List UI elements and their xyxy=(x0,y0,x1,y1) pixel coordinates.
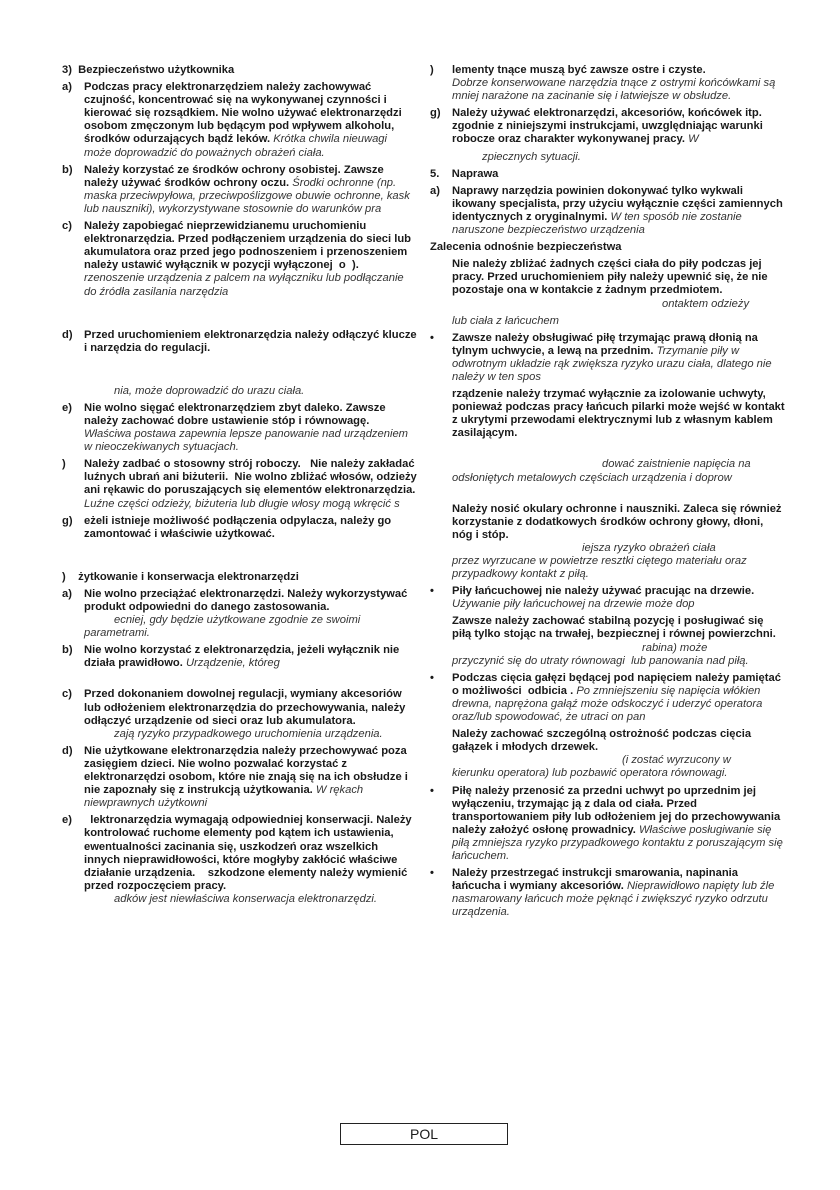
rec-paragraph-5: Należy zachować szczególną ostrożność podczas cięcia gałązek i młodych drzewek. (i zostać wyrzucony w kierunku operatora) lub pozbawić operatora równowagi. xyxy=(452,728,752,780)
item-4c: c) Przed dokonaniem dowolnej regulacji, wymiany akcesoriów lub odłożeniem elektronarzędzia do przechowywania, należy odłączyć urządzenie od sieci oraz lub akumulatora. zają ryzyko przypadkowego uruchomienia urządzenia. xyxy=(62,688,406,740)
item-4a: a) Nie wolno przeciążać elektronarzędzi. Należy wykorzystywać produkt odpowiedni do danego zastosowania. ecniej, gdy będzie użytkowane zgodnie ze swoimi parametrami. xyxy=(62,587,408,640)
rec-paragraph-2: rządzenie należy trzymać wyłącznie za izolowanie uchwyty, ponieważ podczas pracy łańcuch pilarki może wejść w kontakt z ukrytymi przewodami elektrycznymi lub z własnym kablem zasilającym. xyxy=(452,388,785,440)
section-5-title: 5. Naprawa xyxy=(430,167,499,180)
item-3c: c) Należy zapobiegać nieprzewidzianemu uruchomieniu elektronarzędzia. Przed podłączeniem urządzenia do sieci lub akumulatora oraz przed jego podnoszeniem i przenoszeniem należy ustawić wyłącznik w pozycji wyłączonej o ). rzenoszenie urządzenia z palcem na wyłączniku lub podłączanie do źródła zasilania narzędzia xyxy=(62,220,412,298)
bullet-4: • Piłę należy przenosić za przedni uchwyt po uprzednim jej wyłączeniu, trzymając ją z dala od ciała. Przed transportowaniem piły lub odłożeniem jej do przechowywania należy założyć osłonę prowadnicy. Właściwe posługiwanie się piłą zmniejsza ryzyko przypadkowego kontaktu z poruszającym się łańcuchem. xyxy=(430,784,783,862)
rec-paragraph-2-note: dować zaistnienie napięcia na odsłoniętych metalowych częściach urządzenia i doprow xyxy=(452,458,751,484)
bullet-3: • Podczas cięcia gałęzi będącej pod napięciem należy pamiętać o możliwości odbicia . Po zmniejszeniu się napięcia włókien drewna, naprężona gałąź może odskoczyć i uderzyć operatora oraz/lub spowodować, że utraci on pan xyxy=(430,671,781,724)
item-4d: d) Nie użytkowane elektronarzędzia należy przechowywać poza zasięgiem dzieci. Nie wolno pozwalać korzystać z elektronarzędzi osobom, które nie znają się na ich obsłudze i nie zapoznały się z instrukcją użytkowania. W rękach niewprawnych użytkowni xyxy=(62,744,408,810)
language-footer: POL xyxy=(340,1123,508,1145)
item-4f: ) lementy tnące muszą być zawsze ostre i czyste. Dobrze konserwowane narzędzia tnące z ostrymi końcówkami są mniej narażone na zacinanie się i łatwiejsze w obsłudze. xyxy=(430,64,776,103)
item-3a: a) Podczas pracy elektronarzędziem należy zachowywać czujność, koncentrować się na wykonywanej czynności i kierować się rozsądkiem. Nie wolno używać elektronarzędzi osobom zmęczonym lub będącym pod wpływem alkoholu, środków odurzających bądź leków. Krótka chwila nieuwagi może doprowadzić do poważnych obrażeń ciała. xyxy=(62,81,402,159)
item-3b: b) Należy korzystać ze środków ochrony osobistej. Zawsze należy używać środków ochrony oczu. Środki ochronne (np. maska przeciwpyłowa, przeciwpoślizgowe obuwie ochronne, kask lub nauszniki), wykorzystywane stosownie do warunków pra xyxy=(62,163,410,215)
bullet-2: • Piły łańcuchowej nie należy używać pracując na drzewie. Używanie piły łańcuchowej na drzewie może dop xyxy=(430,585,755,611)
left-column xyxy=(62,64,417,910)
item-4b: b) Nie wolno korzystać z elektronarzędzia, jeżeli wyłącznik nie działa prawidłowo. Urządzenie, któreg xyxy=(62,644,400,670)
item-3f: ) Należy zadbać o stosowny strój roboczy. Nie należy zakładać luźnych ubrań ani biżuterii. Nie wolno zbliżać włosów, odzieży ani rękawic do poruszających się elementów elektronarzędzia. Luźne części odzieży, biżuteria lub długie włosy mogą wkręcić s xyxy=(62,458,417,510)
bullet-5: • Należy przestrzegać instrukcji smarowania, napinania łańcucha i wymiany akcesoriów. Nieprawidłowo napięty lub źle nasmarowany łańcuch może pęknąć i zwiększyć ryzyko odrzutu urządzenia. xyxy=(430,867,775,919)
rec-paragraph-4: Zawsze należy zachować stabilną pozycję i posługiwać się piłą tylko stojąc na trwałej, bezpiecznej i równej powierzchni. rabina) może przyczynić się do utraty równowagi lub panowania nad piłą. xyxy=(452,615,776,667)
item-5a: a) Naprawy narzędzia powinien dokonywać tylko wykwali ikowany specjalista, przy użyciu wyłącznie części zamiennych identycznych z oryginalnymi. W ten sposób nie zostanie naruszone bezpieczeństwo urządzenia xyxy=(430,184,783,237)
item-4g: g) Należy używać elektronarzędzi, akcesoriów, końcówek itp. zgodnie z niniejszymi instrukcjami, uwzględniając warunki robocze oraz charakter wykonywanej pracy. W xyxy=(430,107,763,146)
bullet-1: • Zawsze należy obsługiwać piłę trzymając prawą dłonią na tylnym uchwycie, a lewą na przednim. Trzymanie piły w odwrotnym układzie rąk zwiększa ryzyko urazu ciała, dlatego nie należy w ten spos xyxy=(430,331,772,383)
rec-paragraph-1: Nie należy zbliżać żadnych części ciała do piły podczas jej pracy. Przed uruchomieniem piły należy upewnić się, że nie pozostaje ona w kontakcie z żadnym przedmiotem. ontaktem odzieży xyxy=(452,258,768,310)
item-3g: g) eżeli istnieje możliwość podłączenia odpylacza, należy go zamontować i właściwie użytkować. xyxy=(62,514,392,540)
item-3d-note: nia, może doprowadzić do urazu ciała. xyxy=(114,384,305,397)
safety-recommendations-title: Zalecenia odnośnie bezpieczeństwa xyxy=(430,241,622,254)
item-3d: d) Przed uruchomieniem elektronarzędzia należy odłączyć klucze i narzędzia do regulacji. xyxy=(62,328,417,354)
section-3-title: 3) Bezpieczeństwo użytkownika xyxy=(62,64,235,76)
item-4e: e) lektronarzędzia wymagają odpowiedniej konserwacji. Należy kontrolować ruchome elementy pod kątem ich ustawienia, ewentualności zacinania się, uszkodzeń oraz wszelkich innych nieprawidłowości, które mogłyby zakłócić właściwe działanie urządzenia. szkodzone elementy należy wymienić przed rozpoczęciem pracy. adków jest niewłaściwa konserwacja elektronarzędzi. xyxy=(62,814,412,905)
item-3e: e) Nie wolno sięgać elektronarzędziem zbyt daleko. Zawsze należy zachować dobre ustawienie stóp i równowagę. Właściwa postawa zapewnia lepsze panowanie nad urządzeniem w nieoczekiwanych sytuacjach. xyxy=(62,401,409,454)
rec-paragraph-1-cont: lub ciała z łańcuchem xyxy=(452,314,559,327)
rec-paragraph-3: Należy nosić okulary ochronne i nauszniki. Zaleca się również korzystanie z dodatkowych środków ochrony głowy, dłoni, nóg i stóp. iejsza ryzyko obrażeń ciała przez wyrzucane w powietrze resztki ciętego materiału oraz przypadkowy kontakt z piłą. xyxy=(452,502,782,581)
section-4-title: ) żytkowanie i konserwacja elektronarzędzi xyxy=(62,570,299,583)
item-4g-note: zpiecznych sytuacji. xyxy=(482,150,581,163)
right-column xyxy=(430,64,785,923)
